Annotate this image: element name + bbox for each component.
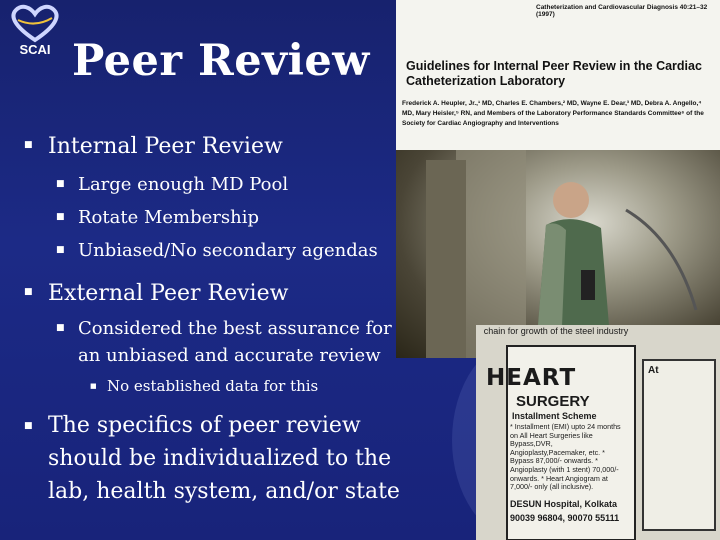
bullet-square-icon: ■ <box>56 245 65 255</box>
bullet-square-icon: ■ <box>56 323 65 333</box>
ad-phone: 90039 96804, 90070 55111 <box>510 513 620 523</box>
bullet-specifics: The specifics of peer review <box>48 413 361 438</box>
bullet-square-icon: ■ <box>24 140 33 150</box>
bullet-square-icon: ■ <box>24 421 33 431</box>
bullet-external-peer-review: External Peer Review <box>48 281 289 306</box>
ad-surgery: SURGERY <box>516 393 590 410</box>
ad-body: * Installment (EMI) upto 24 months on All Heart Surgeries like Bypass,DVR, Angioplasty,Pacemaker, etc. * Bypass 87,000/- onwards. * Angioplasty (with 1 stent) 70,000/- onwards. * Heart Angiogram at 7,000/- only (all inclusive). <box>510 422 621 492</box>
logo-text: SCAI <box>19 42 51 57</box>
sub-bullet: Large enough MD Pool <box>78 174 289 195</box>
article-clipping <box>396 0 720 160</box>
heart-surgery-ad <box>476 325 720 540</box>
bullet-square-icon: ■ <box>56 179 65 189</box>
bullet-specifics-line2: should be individualized to the <box>48 446 392 471</box>
heart-logo-icon <box>6 4 64 44</box>
article-authors: Frederick A. Heupler, Jr.,¹ MD, Charles E. Chambers,² MD, Wayne E. Dear,³ MD, Debra A. Angello,⁴ MD, Mary Heisler,⁵ RN, and Members of the Laboratory Performance Standards Committee⁶ of the Society for Cardiac Angiography and Interventions <box>402 100 704 127</box>
journal-citation: Catheterization and Cardiovascular Diagnosis 40:21–32 (1997) <box>536 4 708 18</box>
ad-scheme: Installment Scheme <box>512 411 597 421</box>
sub-bullet-continued: an unbiased and accurate review <box>78 345 381 366</box>
ad-header: chain for growth of the steel industry <box>483 326 629 336</box>
sub-bullet: Considered the best assurance for <box>78 318 392 339</box>
ad-heart: HEART <box>486 365 577 391</box>
sub-sub-bullet: No established data for this <box>107 377 319 395</box>
bullet-specifics-line3: lab, health system, and/or state <box>48 479 400 504</box>
sub-bullet: Rotate Membership <box>78 207 260 228</box>
article-title: Guidelines for Internal Peer Review in the Cardiac Catheterization Laboratory <box>406 59 702 88</box>
ad-side-column <box>642 359 716 531</box>
sub-bullet: Unbiased/No secondary agendas <box>78 240 378 261</box>
ad-side-text: At <box>648 365 659 376</box>
ad-hospital: DESUN Hospital, Kolkata <box>510 499 618 509</box>
bullet-square-icon: ■ <box>56 212 65 222</box>
scai-logo <box>6 4 64 66</box>
bullet-square-icon: ■ <box>90 382 97 390</box>
slide-title: Peer Review <box>72 36 370 86</box>
bullet-internal-peer-review: Internal Peer Review <box>48 134 283 159</box>
bullet-square-icon: ■ <box>24 287 33 297</box>
